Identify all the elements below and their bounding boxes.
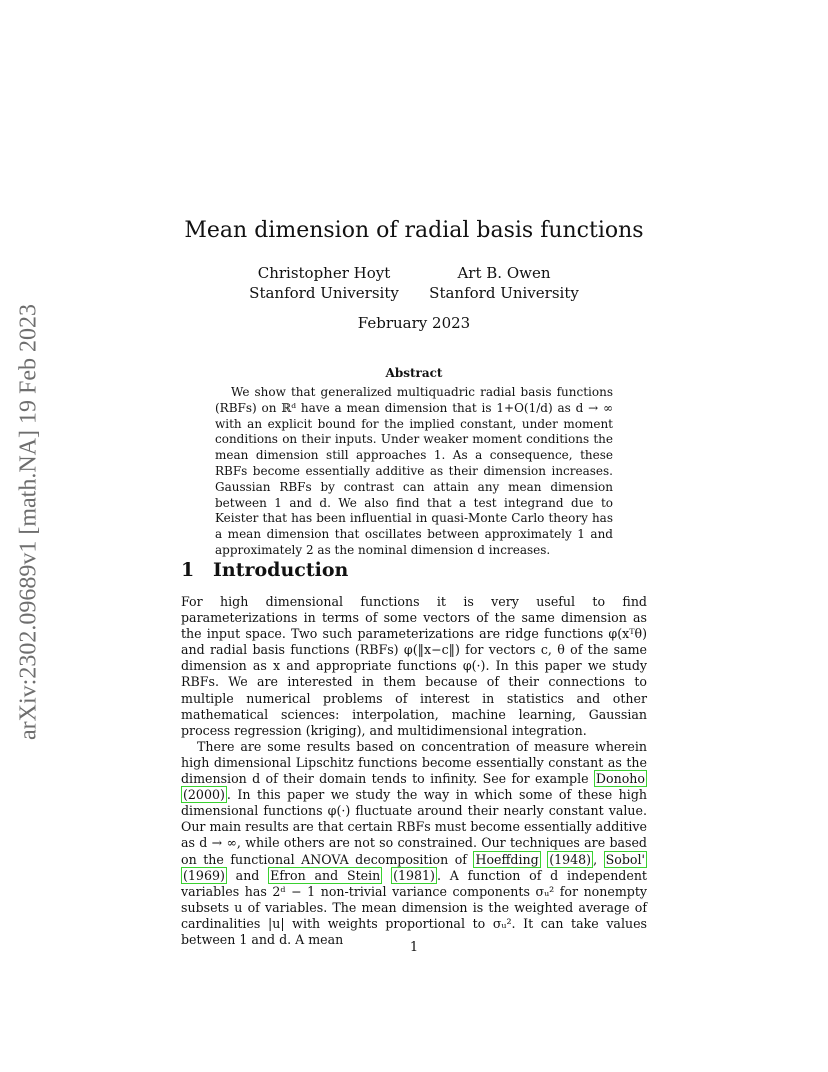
author-block-2: [423, 263, 585, 303]
paper-title: Mean dimension of radial basis functions: [184, 218, 644, 243]
section-heading: [181, 559, 348, 581]
citation-link[interactable]: (2000): [183, 787, 225, 803]
paragraph-2: There are some results based on concentration of measure wherein high dimensional Lipschitz functions become essentially constant as the dimension d of their domain tends to infinity. See for example Donoho (2000) . In this paper we study the way in which some of these high dimensional functions φ(·) fluctuate around their nearly constant value. Our main results are that certain RBFs must become essentially additive as d → ∞, while others are not so constrained. Our techniques are based on the functional ANOVA decomposition of Hoeffding (1948) , Sobol' (1969) and Efron and Stein (1981) . A function of d independent variables has 2ᵈ − 1 non-trivial variance components σᵤ² for nonempty subsets u of variables. The mean dimension is the weighted average of cardinalities |u| with weights proportional to σᵤ². It can take values between 1 and d. A mean: [181, 738, 647, 947]
author-name: Art B. Owen: [457, 264, 551, 282]
section-title: Introduction: [213, 559, 349, 581]
paragraph-1: For high dimensional functions it is very useful to find parameterizations in terms of some vectors of the same dimension as the input space. Two such parameterizations are ridge functions φ(xᵀθ) and radial basis functions (RBFs) φ(‖x−c‖) for vectors c, θ of the same dimension as x and appropriate functions φ(·). In this paper we study RBFs. We are interested in them because of their connections to multiple numerical problems of interest in statistics and other mathematical sciences: interpolation, machine learning, Gaussian process regression (kriging), and multidimensional integration.: [181, 594, 647, 738]
section-number: 1: [181, 559, 195, 581]
author-block-1: [243, 263, 405, 303]
citation-link[interactable]: (1969): [183, 867, 225, 883]
author-affiliation: Stanford University: [429, 284, 579, 302]
citation-link[interactable]: Sobol': [605, 851, 645, 867]
citation-link[interactable]: Donoho: [595, 771, 645, 787]
abstract-heading: Abstract: [385, 366, 443, 380]
abstract-text: [215, 385, 613, 559]
arxiv-stamp-text: arXiv:2302.09689v1 [math.NA] 19 Feb 2023: [15, 304, 42, 740]
citation-link[interactable]: (1981): [393, 867, 435, 883]
author-affiliation: Stanford University: [249, 284, 399, 302]
citation-link[interactable]: Hoeffding: [475, 851, 539, 867]
paper-date: February 2023: [357, 314, 471, 332]
abstract-body: We show that generalized multiquadric radial basis functions (RBFs) on ℝᵈ have a mean dimension that is 1+O(1/d) as d → ∞ with an explicit bound for the implied constant, under moment conditions on their inputs. Under weaker moment conditions the mean dimension still approaches 1. As a consequence, these RBFs become essentially additive as their dimension increases. Gaussian RBFs by contrast can attain any mean dimension between 1 and d. We also find that a test integrand due to Keister that has been influential in quasi-Monte Carlo theory has a mean dimension that oscillates between approximately 1 and approximately 2 as the nominal dimension d increases.: [215, 385, 613, 557]
arxiv-stamp: [8, 268, 50, 776]
page-number: 1: [409, 940, 419, 955]
citation-link[interactable]: (1948): [549, 851, 592, 867]
author-name: Christopher Hoyt: [257, 264, 391, 282]
body-text: [181, 594, 647, 948]
citation-link[interactable]: Efron and Stein: [270, 867, 381, 883]
